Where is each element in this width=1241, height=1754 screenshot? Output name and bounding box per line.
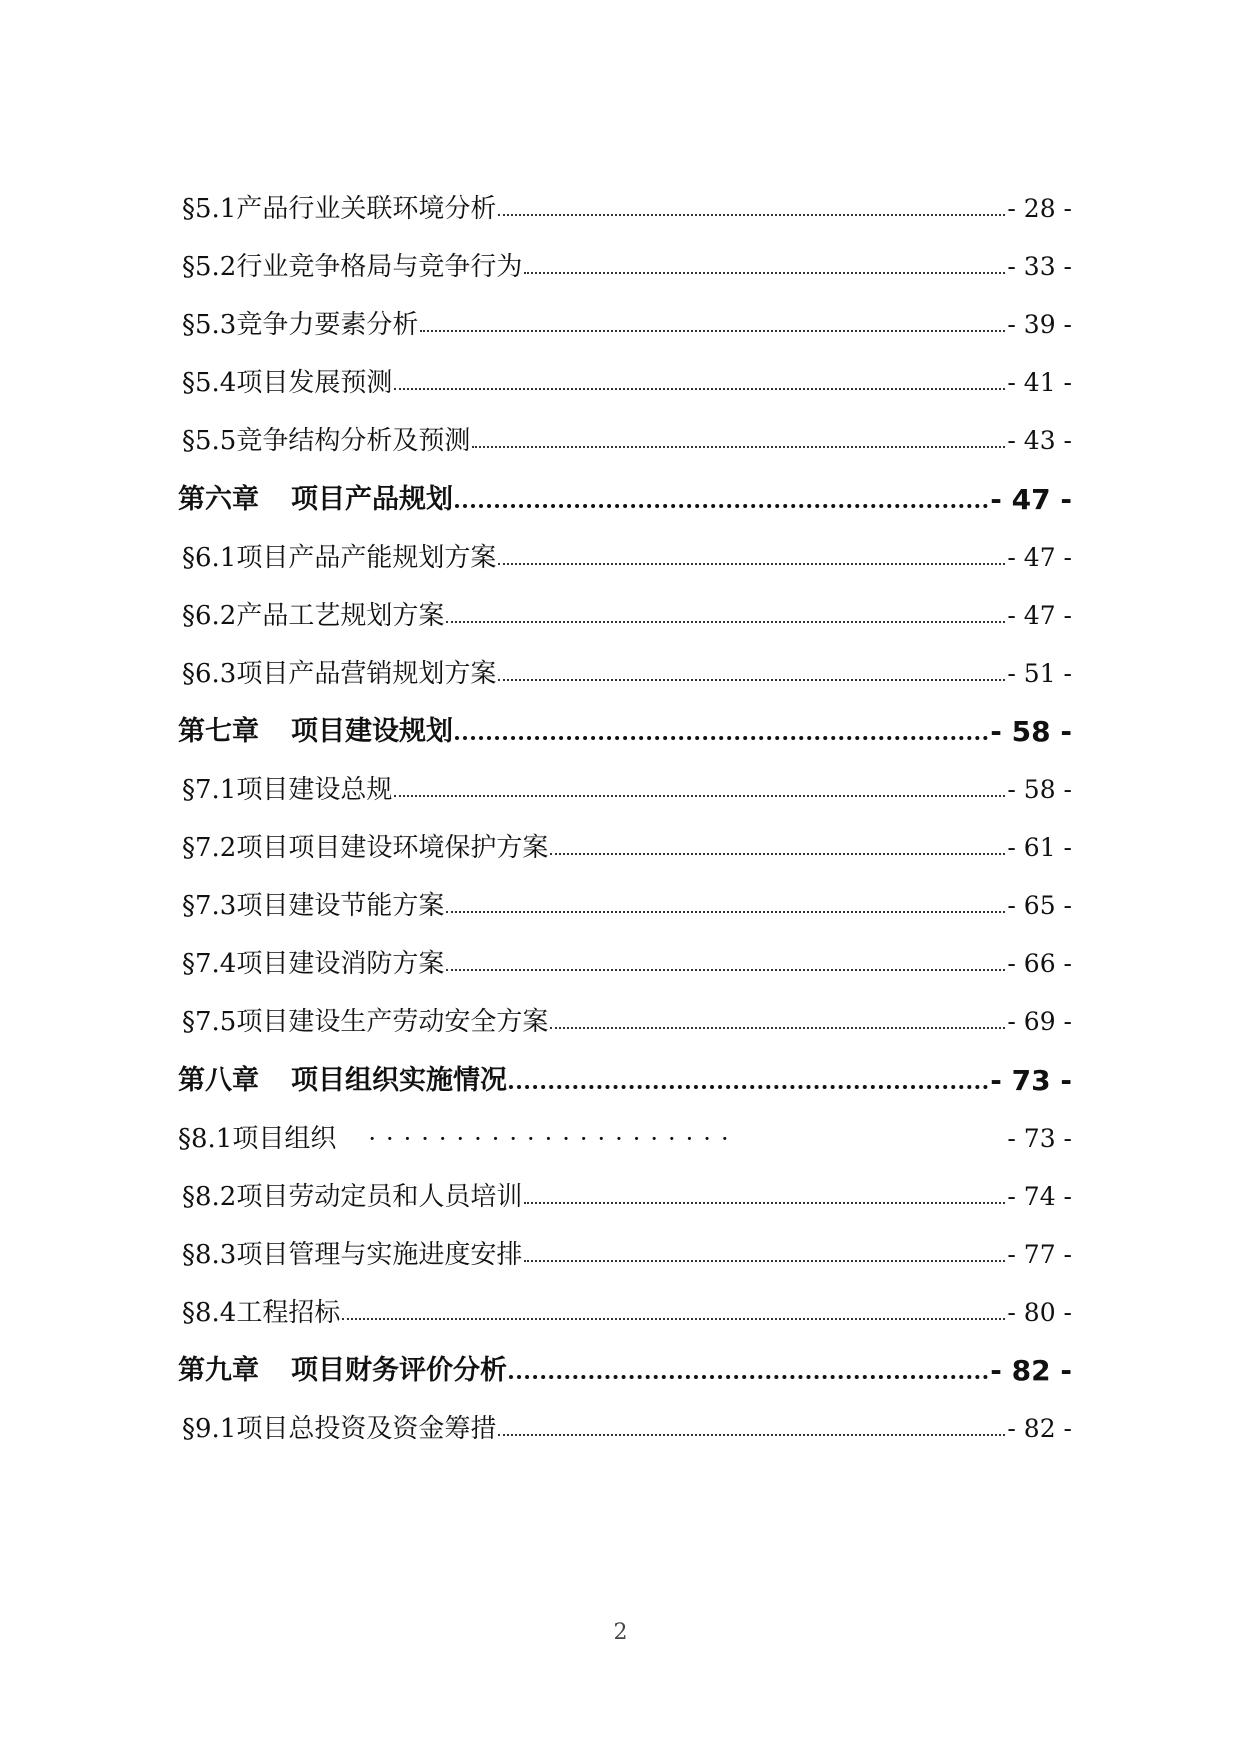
toc-page-number: - 28 - — [1007, 194, 1072, 223]
toc-section-entry[interactable] — [178, 993, 1072, 1039]
toc-entry-label — [178, 1354, 507, 1388]
toc-section-entry[interactable] — [178, 587, 1072, 633]
toc-leader-dots — [446, 911, 1005, 913]
toc-section-entry[interactable] — [178, 354, 1072, 400]
page-number: 2 — [613, 1620, 628, 1645]
toc-section-entry[interactable] — [178, 1226, 1072, 1272]
toc-section-entry[interactable] — [178, 1168, 1072, 1214]
toc-entry-label — [178, 715, 453, 749]
toc-entry-label: §7.3项目建设节能方案 — [182, 891, 445, 922]
toc-leader-dots — [420, 330, 1005, 332]
toc-section-entry[interactable] — [178, 412, 1072, 458]
toc-leader-dots — [394, 388, 1005, 390]
toc-leader-dots — [550, 853, 1005, 855]
toc-page-number: - 41 - — [1007, 368, 1072, 398]
toc-entry-label: §6.2产品工艺规划方案 — [182, 600, 445, 631]
toc-section-entry[interactable] — [178, 761, 1072, 807]
toc-entry-label: §6.3项目产品营销规划方案 — [182, 658, 497, 689]
toc-leader-dots — [509, 1085, 988, 1089]
toc-leader-dots — [455, 736, 988, 740]
toc-chapter-entry[interactable] — [178, 703, 1072, 749]
toc-entry-label: §5.2行业竞争格局与竞争行为 — [182, 252, 523, 283]
toc-leader-dots — [342, 1318, 1005, 1320]
toc-page-number: - 82 - — [1007, 1414, 1072, 1444]
toc-chapter-number: 第六章 — [178, 483, 259, 515]
toc-leader-dots — [472, 446, 1005, 448]
toc-section-entry[interactable] — [178, 819, 1072, 865]
toc-page-number: - 47 - — [1007, 600, 1072, 630]
toc-chapter-title: 项目财务评价分析 — [291, 1355, 507, 1386]
toc-entry-label: §7.4项目建设消防方案 — [182, 949, 445, 980]
toc-entry-label: §5.3竞争力要素分析 — [182, 310, 419, 341]
toc-page-number: - 51 - — [1007, 658, 1072, 688]
toc-page-number: - 47 - — [990, 482, 1072, 516]
toc-chapter-number: 第八章 — [178, 1064, 259, 1096]
toc-section-entry[interactable] — [178, 180, 1072, 226]
toc-page-number: - 39 - — [1007, 310, 1072, 340]
toc-page-number: - 33 - — [1007, 252, 1072, 282]
toc-chapter-entry[interactable] — [178, 471, 1072, 517]
toc-entry-label: §7.2项目项目建设环境保护方案 — [182, 833, 549, 864]
toc-page-number: - 58 - — [1007, 775, 1072, 804]
toc-chapter-title: 项目组织实施情况 — [291, 1064, 507, 1096]
toc-page-number: - 73 - — [990, 1063, 1072, 1097]
toc-leader-dots — [394, 795, 1005, 797]
toc-section-entry[interactable] — [178, 1284, 1072, 1330]
toc-leader-dots — [524, 1260, 1005, 1262]
toc-leader-dots — [498, 214, 1005, 216]
toc-section-entry[interactable] — [178, 238, 1072, 284]
toc-entry-label: §8.2项目劳动定员和人员培训 — [182, 1181, 523, 1212]
toc-page-number: - 74 - — [1007, 1181, 1072, 1211]
toc-leader-dots — [498, 563, 1005, 565]
toc-chapter-title: 项目建设规划 — [291, 715, 453, 747]
toc-section-entry[interactable] — [178, 645, 1072, 691]
toc-chapter-title: 项目产品规划 — [291, 483, 453, 515]
toc-section-entry[interactable] — [178, 935, 1072, 981]
toc-page-number: - 80 - — [1007, 1297, 1072, 1327]
toc-section-entry[interactable] — [178, 1110, 1072, 1156]
toc-page-number: - 43 - — [1007, 426, 1072, 456]
toc-entry-label — [178, 1064, 507, 1098]
toc-page-number: - 66 - — [1007, 949, 1072, 979]
toc-entry-label: §5.4项目发展预测 — [182, 368, 393, 399]
toc-page-number: - 58 - — [990, 714, 1072, 748]
toc-entry-label: §9.1项目总投资及资金筹措 — [182, 1414, 497, 1445]
toc-section-entry[interactable] — [178, 1400, 1072, 1446]
toc-entry-label: §5.5竞争结构分析及预测 — [182, 426, 471, 457]
toc-chapter-entry[interactable] — [178, 1342, 1072, 1388]
toc-leader-dots — [446, 621, 1005, 623]
toc-leader-dots — [550, 1027, 1005, 1029]
toc-leader-dots — [524, 272, 1005, 274]
toc-entry-label: §5.1产品行业关联环境分析 — [182, 194, 497, 224]
toc-entry-label: §8.4工程招标 — [182, 1297, 341, 1328]
toc-entry-label: §8.3项目管理与实施进度安排 — [182, 1239, 523, 1270]
toc-entry-label: §7.1项目建设总规 — [182, 775, 393, 805]
toc-page-number: - 47 - — [1007, 542, 1072, 572]
toc-section-entry[interactable] — [178, 529, 1072, 575]
toc-chapter-number: 第七章 — [178, 715, 259, 747]
toc-leader-dots — [455, 504, 988, 508]
toc-section-entry[interactable] — [178, 877, 1072, 923]
toc-leader-dots: ····················· — [368, 1124, 739, 1153]
toc-leader-dots — [498, 679, 1005, 681]
toc-leader-dots — [446, 969, 1005, 971]
toc-leader-dots — [524, 1202, 1005, 1204]
toc-leader-dots — [498, 1434, 1005, 1436]
toc-page-number: - 82 - — [990, 1354, 1072, 1387]
toc-entry-label: §6.1项目产品产能规划方案 — [182, 542, 497, 573]
toc-page-number: - 69 - — [1007, 1007, 1072, 1037]
toc-page-number: - 65 - — [1007, 891, 1072, 921]
toc-leader-dots — [509, 1375, 988, 1379]
toc-entry-label: §7.5项目建设生产劳动安全方案 — [182, 1007, 549, 1038]
toc-section-entry[interactable] — [178, 296, 1072, 342]
toc-page-number: - 73 - — [1007, 1123, 1072, 1153]
toc-entry-label — [178, 483, 453, 517]
toc-entry-label: §8.1项目组织 — [178, 1123, 337, 1154]
toc-chapter-number: 第九章 — [178, 1355, 259, 1386]
toc-chapter-entry[interactable] — [178, 1052, 1072, 1098]
toc-page-number: - 77 - — [1007, 1239, 1072, 1269]
toc-page-number: - 61 - — [1007, 833, 1072, 863]
